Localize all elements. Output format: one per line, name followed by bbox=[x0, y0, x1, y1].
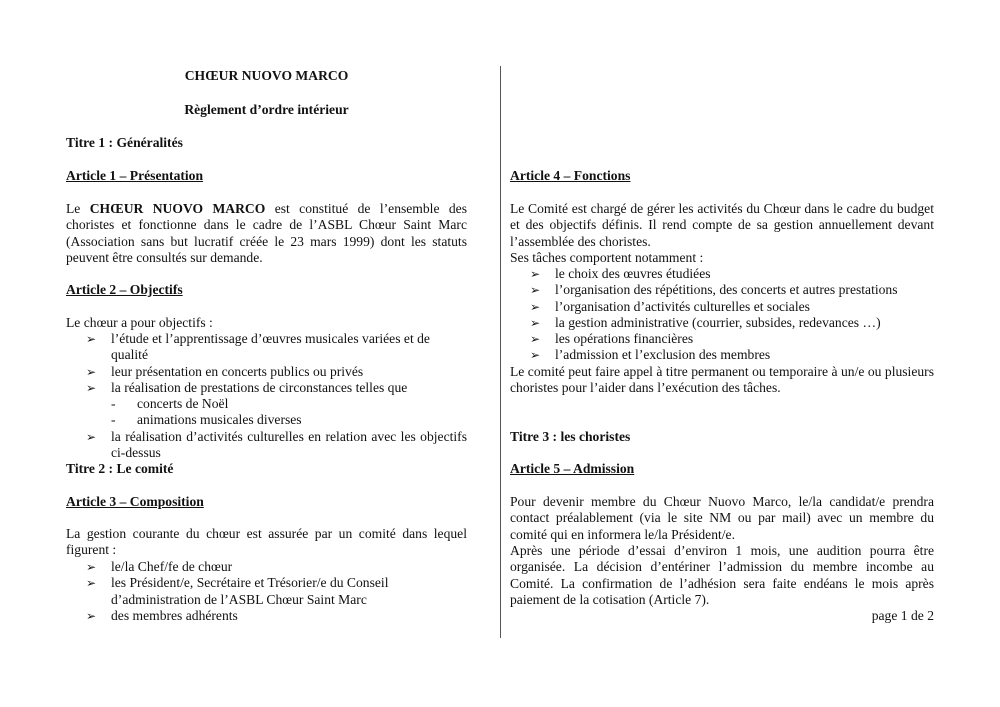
list-item: ➢ la réalisation de prestations de circonstances telles que bbox=[86, 379, 408, 395]
list-item: ➢ les Président/e, Secrétaire et Trésorier/e du Conseil d’administration de l’ASBL Chœur Saint Marc bbox=[86, 575, 389, 607]
list-item: ➢ leur présentation en concerts publics ou privés bbox=[86, 363, 364, 379]
arrow-bullet-icon: ➢ bbox=[530, 299, 541, 314]
arrow-bullet-icon: ➢ bbox=[530, 348, 541, 363]
article-5-paragraph-1: Pour devenir membre du Chœur Nuovo Marco, le/la candidat/e prendra contact préalablement (via le site NM ou par mail) avec un membre du comité qui en informera le/la Président/e. bbox=[510, 494, 934, 542]
title-3-heading: Titre 3 : les choristes bbox=[510, 429, 631, 444]
arrow-bullet-icon: ➢ bbox=[530, 283, 541, 298]
arrow-bullet-icon: ➢ bbox=[86, 429, 97, 444]
list-item: ➢ l’organisation d’activités culturelles et sociales bbox=[530, 298, 810, 314]
list-item: ➢ le/la Chef/fe de chœur bbox=[86, 559, 233, 574]
arrow-bullet-icon: ➢ bbox=[530, 315, 541, 330]
article-2-list bbox=[66, 331, 467, 461]
article-1-text bbox=[66, 201, 467, 266]
title-1-heading: Titre 1 : Généralités bbox=[66, 135, 183, 150]
arrow-bullet-icon: ➢ bbox=[86, 380, 97, 395]
article-2-intro: Le chœur a pour objectifs : bbox=[66, 315, 213, 330]
arrow-bullet-icon: ➢ bbox=[86, 364, 97, 379]
article-4-heading: Article 4 – Fonctions bbox=[510, 168, 631, 183]
list-item: ➢ l’organisation des répétitions, des concerts et autres prestations bbox=[530, 282, 898, 298]
choir-name: CHŒUR NUOVO MARCO bbox=[89, 201, 266, 216]
article-4-list bbox=[510, 266, 934, 364]
list-item: ➢ l’admission et l’exclusion des membres bbox=[530, 347, 771, 363]
arrow-bullet-icon: ➢ bbox=[530, 267, 541, 281]
arrow-bullet-icon: ➢ bbox=[86, 332, 97, 346]
sub-list-item: - animations musicales diverses bbox=[111, 412, 302, 428]
arrow-bullet-icon: ➢ bbox=[530, 332, 541, 347]
arrow-bullet-icon: ➢ bbox=[86, 560, 97, 574]
title-2-heading: Titre 2 : Le comité bbox=[66, 461, 174, 476]
article-3-intro: La gestion courante du chœur est assurée par un comité dans lequel figurent : bbox=[66, 526, 467, 558]
article-4-intro: Ses tâches comportent notamment : bbox=[510, 250, 704, 265]
list-item: ➢ la réalisation d’activités culturelles en relation avec les objectifs ci-dessus bbox=[86, 428, 467, 461]
dash-bullet: - bbox=[111, 412, 116, 428]
article-1-text-rest: est constitué de l’ensemble des choristes et fonctionne dans le cadre de l’ASBL Chœur Saint Marc (Association sans but lucratif créée le 23 mars 1999) dont les statuts peuvent être consultés sur demande. bbox=[66, 201, 467, 265]
column-divider bbox=[500, 66, 501, 638]
article-4-paragraph-2: Le comité peut faire appel à titre permanent ou temporaire à un/e ou plusieurs choristes pour l’aider dans l’exécution des tâches. bbox=[510, 364, 934, 396]
article-5-paragraph-2: Après une période d’essai d’environ 1 mois, une audition pourra être organisée. La décision d’entériner l’admission du membre incombe au Comité. La confirmation de l’adhésion sera faite endéans le mois après paiement de la cotisation (Article 7). bbox=[510, 543, 934, 607]
list-item: ➢ l’étude et l’apprentissage d’œuvres musicales variées et de qualité bbox=[86, 331, 430, 363]
dash-bullet: - bbox=[111, 396, 116, 412]
article-5-heading: Article 5 – Admission bbox=[510, 461, 635, 476]
page-number: page 1 de 2 bbox=[871, 608, 934, 623]
arrow-bullet-icon: ➢ bbox=[86, 608, 97, 623]
article-4-paragraph-1: Le Comité est chargé de gérer les activités du Chœur dans le cadre du budget et des objectifs définis. Il rend compte de sa gestion annuellement devant l’assemblée des choristes. bbox=[510, 201, 934, 249]
list-item: ➢ la gestion administrative (courrier, subsides, redevances …) bbox=[530, 314, 881, 330]
article-1-heading: Article 1 – Présentation bbox=[66, 168, 204, 183]
arrow-bullet-icon: ➢ bbox=[86, 576, 97, 591]
document-subtitle: Règlement d’ordre intérieur bbox=[184, 102, 349, 117]
list-item: ➢ les opérations financières bbox=[530, 331, 694, 347]
list-item: ➢ le choix des œuvres étudiées bbox=[530, 266, 711, 281]
document-title: CHŒUR NUOVO MARCO bbox=[184, 68, 349, 83]
article-2-heading: Article 2 – Objectifs bbox=[66, 282, 183, 297]
article-3-list bbox=[66, 559, 467, 624]
article-3-heading: Article 3 – Composition bbox=[66, 494, 204, 509]
article-1-text-start: Le bbox=[66, 201, 90, 216]
sub-list-item: - concerts de Noël bbox=[111, 396, 229, 412]
list-item: ➢ des membres adhérents bbox=[86, 607, 238, 623]
